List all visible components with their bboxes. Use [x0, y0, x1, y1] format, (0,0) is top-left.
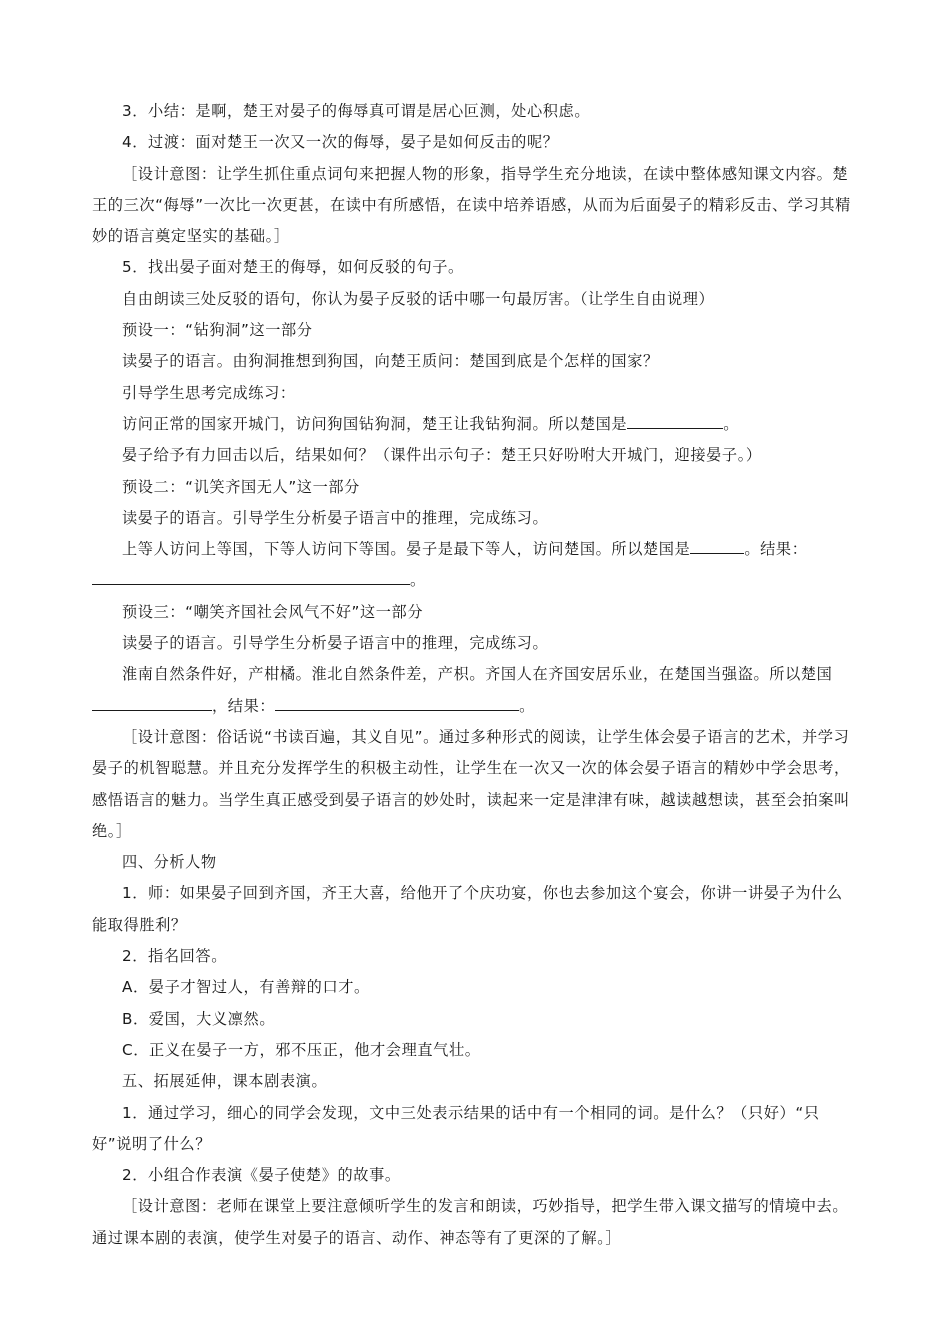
guide-exercise-line: 引导学生思考完成练习： — [122, 383, 296, 402]
free-reading-line: 自由朗读三处反驳的语句，你认为晏子反驳的话中哪一句最厉害。（让学生自由说理） — [122, 289, 715, 308]
exercise-1-line — [92, 409, 858, 440]
fill-blank — [92, 694, 212, 711]
answer-b: B．爱国，大义凛然。 — [122, 1009, 276, 1028]
design-intent-1: ［设计意图：让学生抓住重点词句来把握人物的形象，指导学生充分地读，在读中整体感知课文内容。楚王的三次“侮辱”一次比一次更甚，在读中有所感悟，在读中培养语感，从而为后面晏子的精彩反击、学习其精妙的语言奠定坚实的基础。］ — [92, 164, 851, 246]
extension-question: 1．通过学习，细心的同学会发现，文中三处表示结果的话中有一个相同的词。是什么？（只好）“只好”说明了什么？ — [92, 1103, 820, 1153]
step-5-line: 5．找出晏子面对楚王的侮辱，如何反驳的句子。 — [122, 258, 464, 277]
design-intent-2: ［设计意图：俗话说“书读百遍，其义自见”。通过多种形式的阅读，让学生体会晏子语言的艺术，并学习晏子的机智聪慧。并且充分发挥学生的积极主动性，让学生在一次又一次的体会晏子语言的精妙中学会思考，感悟语言的魅力。当学生真正感受到晏子语言的妙处时，读起来一定是津津有味，越读越想读，甚至会拍案叫绝。］ — [92, 727, 850, 840]
section-4-heading: 四、分析人物 — [122, 853, 217, 872]
answer-prompt: 2．指名回答。 — [122, 947, 227, 966]
exercise-3-result: ，结果： — [212, 696, 276, 715]
exercise-3-text: 淮南自然条件好，产柑橘。淮北自然条件差，产枳。齐国人在齐国安居乐业，在楚国当强盗。所以楚国 — [122, 665, 833, 684]
transition-line: 4．过渡：面对楚王一次又一次的侮辱，晏子是如何反击的呢？ — [122, 133, 559, 152]
teacher-question: 1．师：如果晏子回到齐国，齐王大喜，给他开了个庆功宴，你也去参加这个宴会，你讲一讲晏子为什么能取得胜利？ — [92, 884, 843, 934]
exercise-3-line — [92, 659, 858, 722]
summary-line: 3．小结：是啊，楚王对晏子的侮辱真可谓是居心叵测，处心积虑。 — [122, 102, 591, 120]
preset-2-reading: 读晏子的语言。引导学生分析晏子语言中的推理，完成练习。 — [122, 508, 549, 527]
exercise-1-text: 访问正常的国家开城门，访问狗国钻狗洞，楚王让我钻狗洞。所以楚国是 — [122, 414, 628, 433]
document-page — [92, 96, 858, 1254]
answer-a: A．晏子才智过人，有善辩的口才。 — [122, 978, 370, 997]
result-question-line: 晏子给予有力回击以后，结果如何？（课件出示句子：楚王只好吩咐大开城门，迎接晏子。） — [122, 446, 762, 465]
fill-blank — [627, 412, 723, 429]
design-intent-3: ［设计意图：老师在课堂上要注意倾听学生的发言和朗读，巧妙指导，把学生带入课文描写的情境中去。通过课本剧的表演，使学生对晏子的语言、动作、神态等有了更深的了解。］ — [92, 1197, 849, 1247]
exercise-2-result: 。结果： — [744, 540, 808, 559]
section-5-heading: 五、拓展延伸，课本剧表演。 — [122, 1072, 328, 1091]
fill-blank — [92, 568, 410, 585]
group-performance: 2．小组合作表演《晏子使楚》的故事。 — [122, 1166, 401, 1185]
preset-2-heading: 预设二：“讥笑齐国无人”这一部分 — [122, 477, 360, 496]
preset-1-reading: 读晏子的语言。由狗洞推想到狗国，向楚王质问：楚国到底是个怎样的国家？ — [122, 352, 659, 371]
exercise-2-line — [92, 534, 858, 597]
exercise-3-end: 。 — [519, 696, 535, 715]
fill-blank — [275, 694, 519, 711]
preset-3-heading: 预设三：“嘲笑齐国社会风气不好”这一部分 — [122, 602, 424, 621]
exercise-2-end: 。 — [410, 571, 426, 590]
exercise-2-text: 上等人访问上等国，下等人访问下等国。晏子是最下等人，访问楚国。所以楚国是 — [122, 540, 691, 559]
exercise-1-end: 。 — [723, 414, 739, 433]
fill-blank — [690, 537, 744, 554]
preset-1-heading: 预设一：“钻狗洞”这一部分 — [122, 321, 313, 340]
preset-3-reading: 读晏子的语言。引导学生分析晏子语言中的推理，完成练习。 — [122, 634, 549, 653]
answer-c: C．正义在晏子一方，邪不压正，他才会理直气壮。 — [122, 1040, 481, 1059]
